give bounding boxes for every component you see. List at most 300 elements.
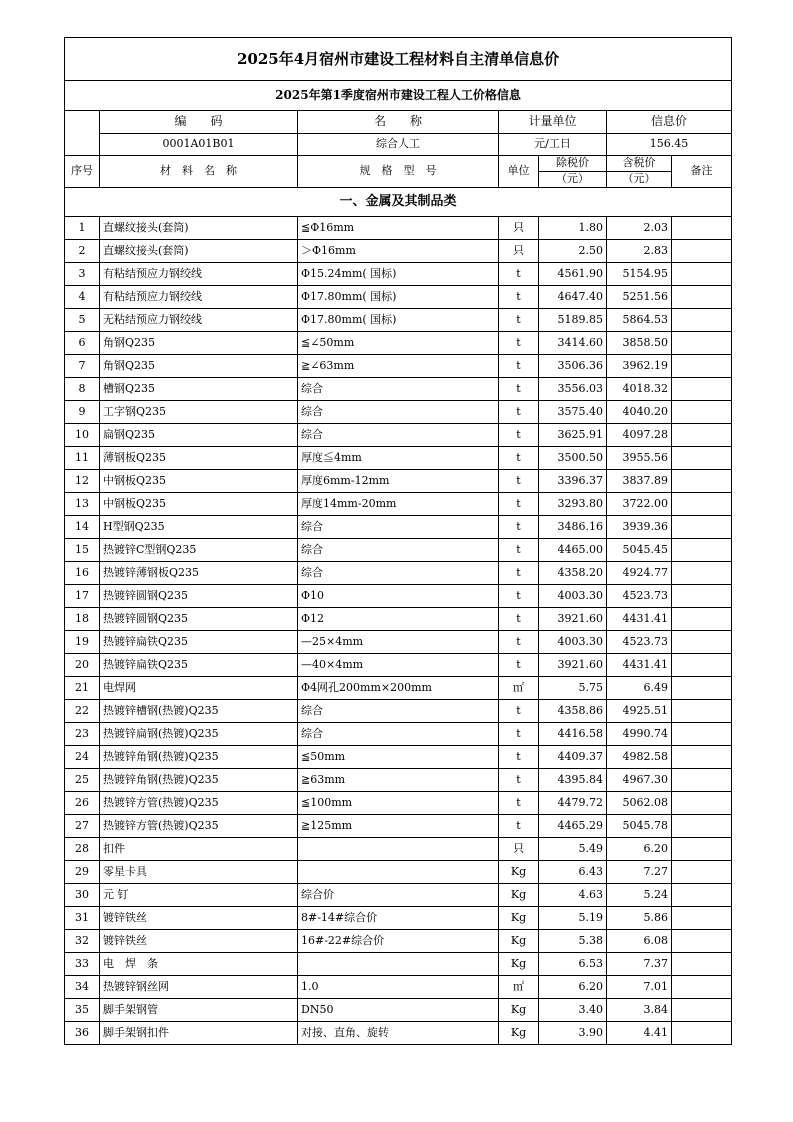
row-number: 36 — [65, 1022, 100, 1045]
price-incl-tax: 5.86 — [607, 907, 672, 930]
material-name: 热镀锌扁铁Q235 — [100, 654, 298, 677]
price-excl-tax: 3396.37 — [539, 470, 607, 493]
unit: t — [499, 424, 539, 447]
spec-model — [298, 838, 499, 861]
material-name: 热镀锌钢丝网 — [100, 976, 298, 999]
table-row — [65, 838, 732, 861]
row-number: 28 — [65, 838, 100, 861]
row-number: 7 — [65, 355, 100, 378]
remark — [672, 700, 732, 723]
price-incl-tax: 5864.53 — [607, 309, 672, 332]
table-row — [65, 562, 732, 585]
price-incl-tax: 6.49 — [607, 677, 672, 700]
document-title: 2025年4月宿州市建设工程材料自主清单信息价 — [65, 38, 732, 81]
remark — [672, 585, 732, 608]
row-number: 32 — [65, 930, 100, 953]
row-number: 23 — [65, 723, 100, 746]
remark — [672, 815, 732, 838]
unit: t — [499, 562, 539, 585]
material-name: 扁钢Q235 — [100, 424, 298, 447]
row-number: 3 — [65, 263, 100, 286]
row-number: 24 — [65, 746, 100, 769]
spec-model: 综合 — [298, 378, 499, 401]
row-number: 14 — [65, 516, 100, 539]
unit: ㎡ — [499, 976, 539, 999]
price-excl-tax: 3500.50 — [539, 447, 607, 470]
remark — [672, 999, 732, 1022]
row-number: 13 — [65, 493, 100, 516]
labor-unit: 元/工日 — [499, 134, 607, 156]
table-row — [65, 631, 732, 654]
unit: t — [499, 286, 539, 309]
remark — [672, 608, 732, 631]
remark — [672, 654, 732, 677]
unit: t — [499, 654, 539, 677]
remark — [672, 447, 732, 470]
price-excl-tax: 4479.72 — [539, 792, 607, 815]
remark — [672, 861, 732, 884]
spec-model: 综合价 — [298, 884, 499, 907]
price-excl-tax: 6.53 — [539, 953, 607, 976]
spec-model: 综合 — [298, 516, 499, 539]
material-name: 直螺纹接头(套筒) — [100, 217, 298, 240]
remark — [672, 217, 732, 240]
row-number: 26 — [65, 792, 100, 815]
unit: 只 — [499, 217, 539, 240]
table-row — [65, 654, 732, 677]
table-row — [65, 861, 732, 884]
labor-price: 156.45 — [607, 134, 732, 156]
row-number: 33 — [65, 953, 100, 976]
price-excl-tax: 3.90 — [539, 1022, 607, 1045]
unit: t — [499, 516, 539, 539]
material-name: 脚手架钢管 — [100, 999, 298, 1022]
spec-model: ≧63mm — [298, 769, 499, 792]
material-name: 热镀锌圆钢Q235 — [100, 608, 298, 631]
unit: t — [499, 447, 539, 470]
spec-model: Φ17.80mm( 国标) — [298, 286, 499, 309]
unit: 只 — [499, 838, 539, 861]
unit: t — [499, 723, 539, 746]
header-unit: 单位 — [499, 156, 539, 188]
labor-subtitle: 2025年第1季度宿州市建设工程人工价格信息 — [65, 81, 732, 111]
spec-model: 综合 — [298, 539, 499, 562]
price-excl-tax: 5.38 — [539, 930, 607, 953]
material-name: 热镀锌角钢(热镀)Q235 — [100, 746, 298, 769]
row-number: 15 — [65, 539, 100, 562]
unit: t — [499, 401, 539, 424]
table-row — [65, 769, 732, 792]
price-incl-tax: 4097.28 — [607, 424, 672, 447]
material-name: 镀锌铁丝 — [100, 907, 298, 930]
remark — [672, 930, 732, 953]
price-excl-tax: 4003.30 — [539, 585, 607, 608]
price-incl-tax: 4924.77 — [607, 562, 672, 585]
remark — [672, 907, 732, 930]
unit: t — [499, 815, 539, 838]
price-incl-tax: 4990.74 — [607, 723, 672, 746]
labor-header-unit: 计量单位 — [499, 111, 607, 134]
price-excl-tax: 4.63 — [539, 884, 607, 907]
price-excl-tax: 4465.29 — [539, 815, 607, 838]
remark — [672, 516, 732, 539]
price-excl-tax: 5.49 — [539, 838, 607, 861]
header-excl-tax: 除税价 — [539, 156, 607, 172]
spec-model: 16#-22#综合价 — [298, 930, 499, 953]
row-number: 2 — [65, 240, 100, 263]
material-name: 热镀锌扁铁Q235 — [100, 631, 298, 654]
remark — [672, 723, 732, 746]
spec-model — [298, 953, 499, 976]
header-excl-tax-unit: （元） — [539, 172, 607, 188]
price-excl-tax: 3556.03 — [539, 378, 607, 401]
material-name: 热镀锌薄钢板Q235 — [100, 562, 298, 585]
price-incl-tax: 3722.00 — [607, 493, 672, 516]
row-number: 1 — [65, 217, 100, 240]
price-excl-tax: 4358.86 — [539, 700, 607, 723]
price-incl-tax: 4040.20 — [607, 401, 672, 424]
table-row — [65, 815, 732, 838]
price-incl-tax: 4018.32 — [607, 378, 672, 401]
spec-model: Φ17.80mm( 国标) — [298, 309, 499, 332]
price-excl-tax: 4561.90 — [539, 263, 607, 286]
material-name: H型钢Q235 — [100, 516, 298, 539]
remark — [672, 263, 732, 286]
spec-model: 综合 — [298, 723, 499, 746]
row-number: 17 — [65, 585, 100, 608]
section-heading: 一、金属及其制品类 — [65, 188, 732, 217]
remark — [672, 401, 732, 424]
price-incl-tax: 4523.73 — [607, 631, 672, 654]
price-incl-tax: 6.20 — [607, 838, 672, 861]
unit: Kg — [499, 861, 539, 884]
price-incl-tax: 3.84 — [607, 999, 672, 1022]
price-incl-tax: 3939.36 — [607, 516, 672, 539]
unit: t — [499, 700, 539, 723]
material-rows — [65, 217, 732, 1045]
material-name: 热镀锌方管(热镀)Q235 — [100, 792, 298, 815]
spec-model: 厚度14mm-20mm — [298, 493, 499, 516]
price-incl-tax: 7.01 — [607, 976, 672, 999]
price-incl-tax: 4.41 — [607, 1022, 672, 1045]
spec-model: 厚度≦4mm — [298, 447, 499, 470]
price-incl-tax: 4982.58 — [607, 746, 672, 769]
spec-model: 综合 — [298, 562, 499, 585]
price-incl-tax: 3858.50 — [607, 332, 672, 355]
table-row — [65, 1022, 732, 1045]
price-incl-tax: 7.27 — [607, 861, 672, 884]
remark — [672, 769, 732, 792]
unit: t — [499, 539, 539, 562]
spec-model: 综合 — [298, 424, 499, 447]
material-name: 工字钢Q235 — [100, 401, 298, 424]
row-number: 18 — [65, 608, 100, 631]
spec-model: ≦50mm — [298, 746, 499, 769]
unit: t — [499, 493, 539, 516]
unit: Kg — [499, 953, 539, 976]
material-name: 电 焊 条 — [100, 953, 298, 976]
row-number: 22 — [65, 700, 100, 723]
material-name: 中钢板Q235 — [100, 470, 298, 493]
row-number: 29 — [65, 861, 100, 884]
price-incl-tax: 5062.08 — [607, 792, 672, 815]
material-name: 直螺纹接头(套筒) — [100, 240, 298, 263]
table-row — [65, 677, 732, 700]
labor-header-price: 信息价 — [607, 111, 732, 134]
price-excl-tax: 4416.58 — [539, 723, 607, 746]
table-row — [65, 309, 732, 332]
table-row — [65, 907, 732, 930]
price-incl-tax: 5.24 — [607, 884, 672, 907]
table-row — [65, 332, 732, 355]
material-name: 无粘结预应力钢绞线 — [100, 309, 298, 332]
price-excl-tax: 3921.60 — [539, 608, 607, 631]
row-number: 16 — [65, 562, 100, 585]
unit: Kg — [499, 907, 539, 930]
material-name: 有粘结预应力钢绞线 — [100, 263, 298, 286]
remark — [672, 562, 732, 585]
remark — [672, 838, 732, 861]
price-incl-tax: 4523.73 — [607, 585, 672, 608]
spec-model: —25×4mm — [298, 631, 499, 654]
row-number: 19 — [65, 631, 100, 654]
remark — [672, 792, 732, 815]
remark — [672, 539, 732, 562]
unit: 只 — [499, 240, 539, 263]
table-row — [65, 976, 732, 999]
table-row — [65, 746, 732, 769]
unit: t — [499, 746, 539, 769]
material-name: 镀锌铁丝 — [100, 930, 298, 953]
price-incl-tax: 4431.41 — [607, 608, 672, 631]
unit: t — [499, 378, 539, 401]
row-number: 6 — [65, 332, 100, 355]
remark — [672, 631, 732, 654]
table-row — [65, 355, 732, 378]
price-table — [64, 37, 732, 1045]
spec-model: Φ10 — [298, 585, 499, 608]
price-incl-tax: 4967.30 — [607, 769, 672, 792]
labor-header-name: 名 称 — [298, 111, 499, 134]
remark — [672, 953, 732, 976]
price-incl-tax: 5251.56 — [607, 286, 672, 309]
row-number: 30 — [65, 884, 100, 907]
table-row — [65, 930, 732, 953]
remark — [672, 677, 732, 700]
unit: Kg — [499, 884, 539, 907]
row-number: 10 — [65, 424, 100, 447]
row-number: 9 — [65, 401, 100, 424]
row-number: 5 — [65, 309, 100, 332]
row-number: 35 — [65, 999, 100, 1022]
unit: t — [499, 769, 539, 792]
price-incl-tax: 7.37 — [607, 953, 672, 976]
table-row — [65, 884, 732, 907]
material-name: 中钢板Q235 — [100, 493, 298, 516]
price-excl-tax: 4395.84 — [539, 769, 607, 792]
price-excl-tax: 3625.91 — [539, 424, 607, 447]
price-excl-tax: 3921.60 — [539, 654, 607, 677]
price-incl-tax: 3837.89 — [607, 470, 672, 493]
spec-model: 厚度6mm-12mm — [298, 470, 499, 493]
header-spec: 规 格 型 号 — [298, 156, 499, 188]
price-incl-tax: 5154.95 — [607, 263, 672, 286]
table-row — [65, 470, 732, 493]
price-excl-tax: 3.40 — [539, 999, 607, 1022]
price-excl-tax: 4409.37 — [539, 746, 607, 769]
material-name: 热镀锌槽钢(热镀)Q235 — [100, 700, 298, 723]
unit: t — [499, 631, 539, 654]
table-row — [65, 585, 732, 608]
table-row — [65, 493, 732, 516]
spec-model: ≦∠50mm — [298, 332, 499, 355]
spec-model: Φ15.24mm( 国标) — [298, 263, 499, 286]
row-number: 20 — [65, 654, 100, 677]
unit: t — [499, 470, 539, 493]
price-excl-tax: 5.19 — [539, 907, 607, 930]
remark — [672, 286, 732, 309]
table-row — [65, 447, 732, 470]
unit: t — [499, 332, 539, 355]
price-excl-tax: 5.75 — [539, 677, 607, 700]
material-name: 脚手架钢扣件 — [100, 1022, 298, 1045]
table-row — [65, 240, 732, 263]
remark — [672, 332, 732, 355]
spec-model: 对接、直角、旋转 — [298, 1022, 499, 1045]
table-row — [65, 217, 732, 240]
price-excl-tax: 4465.00 — [539, 539, 607, 562]
price-excl-tax: 4003.30 — [539, 631, 607, 654]
spec-model: —40×4mm — [298, 654, 499, 677]
remark — [672, 240, 732, 263]
table-row — [65, 608, 732, 631]
material-name: 热镀锌圆钢Q235 — [100, 585, 298, 608]
unit: t — [499, 355, 539, 378]
table-row — [65, 424, 732, 447]
price-incl-tax: 3962.19 — [607, 355, 672, 378]
price-excl-tax: 4647.40 — [539, 286, 607, 309]
material-name: 零星卡具 — [100, 861, 298, 884]
price-excl-tax: 5189.85 — [539, 309, 607, 332]
unit: t — [499, 585, 539, 608]
row-number: 31 — [65, 907, 100, 930]
price-excl-tax: 3414.60 — [539, 332, 607, 355]
unit: Kg — [499, 1022, 539, 1045]
row-number: 12 — [65, 470, 100, 493]
unit: Kg — [499, 999, 539, 1022]
material-name: 角钢Q235 — [100, 355, 298, 378]
unit: t — [499, 792, 539, 815]
labor-code: 0001A01B01 — [100, 134, 298, 156]
table-row — [65, 378, 732, 401]
table-row — [65, 792, 732, 815]
spec-model: DN50 — [298, 999, 499, 1022]
header-incl-tax: 含税价 — [607, 156, 672, 172]
table-row — [65, 999, 732, 1022]
table-row — [65, 700, 732, 723]
price-excl-tax: 3575.40 — [539, 401, 607, 424]
material-name: 热镀锌角钢(热镀)Q235 — [100, 769, 298, 792]
price-excl-tax: 2.50 — [539, 240, 607, 263]
spec-model: 综合 — [298, 700, 499, 723]
material-name: 电焊网 — [100, 677, 298, 700]
remark — [672, 1022, 732, 1045]
remark — [672, 309, 732, 332]
price-sheet — [64, 37, 731, 1045]
row-number: 27 — [65, 815, 100, 838]
material-name: 热镀锌C型钢Q235 — [100, 539, 298, 562]
material-name: 槽钢Q235 — [100, 378, 298, 401]
remark — [672, 976, 732, 999]
labor-blank-cell — [65, 111, 100, 156]
table-row — [65, 953, 732, 976]
table-row — [65, 723, 732, 746]
spec-model: ≦100mm — [298, 792, 499, 815]
table-row — [65, 263, 732, 286]
remark — [672, 378, 732, 401]
spec-model: 1.0 — [298, 976, 499, 999]
material-name: 有粘结预应力钢绞线 — [100, 286, 298, 309]
table-row — [65, 516, 732, 539]
price-incl-tax: 5045.45 — [607, 539, 672, 562]
spec-model: ≦Φ16mm — [298, 217, 499, 240]
header-seq: 序号 — [65, 156, 100, 188]
remark — [672, 424, 732, 447]
spec-model: 8#-14#综合价 — [298, 907, 499, 930]
material-name: 薄钢板Q235 — [100, 447, 298, 470]
table-row — [65, 286, 732, 309]
price-excl-tax: 3293.80 — [539, 493, 607, 516]
remark — [672, 355, 732, 378]
unit: t — [499, 263, 539, 286]
row-number: 11 — [65, 447, 100, 470]
remark — [672, 470, 732, 493]
remark — [672, 746, 732, 769]
spec-model: ≧125mm — [298, 815, 499, 838]
spec-model — [298, 861, 499, 884]
remark — [672, 884, 732, 907]
row-number: 8 — [65, 378, 100, 401]
price-excl-tax: 6.43 — [539, 861, 607, 884]
header-incl-tax-unit: （元） — [607, 172, 672, 188]
row-number: 25 — [65, 769, 100, 792]
unit: ㎡ — [499, 677, 539, 700]
row-number: 4 — [65, 286, 100, 309]
spec-model: 综合 — [298, 401, 499, 424]
price-excl-tax: 3506.36 — [539, 355, 607, 378]
labor-name: 综合人工 — [298, 134, 499, 156]
table-row — [65, 401, 732, 424]
spec-model: Φ12 — [298, 608, 499, 631]
unit: Kg — [499, 930, 539, 953]
row-number: 34 — [65, 976, 100, 999]
material-name: 热镀锌扁钢(热镀)Q235 — [100, 723, 298, 746]
material-name: 元 钉 — [100, 884, 298, 907]
price-incl-tax: 3955.56 — [607, 447, 672, 470]
header-remark: 备注 — [672, 156, 732, 188]
price-incl-tax: 2.83 — [607, 240, 672, 263]
price-excl-tax: 1.80 — [539, 217, 607, 240]
material-name: 角钢Q235 — [100, 332, 298, 355]
price-incl-tax: 4925.51 — [607, 700, 672, 723]
spec-model: Φ4网孔200mm×200mm — [298, 677, 499, 700]
price-incl-tax: 2.03 — [607, 217, 672, 240]
remark — [672, 493, 732, 516]
price-excl-tax: 6.20 — [539, 976, 607, 999]
price-excl-tax: 3486.16 — [539, 516, 607, 539]
price-excl-tax: 4358.20 — [539, 562, 607, 585]
price-incl-tax: 4431.41 — [607, 654, 672, 677]
